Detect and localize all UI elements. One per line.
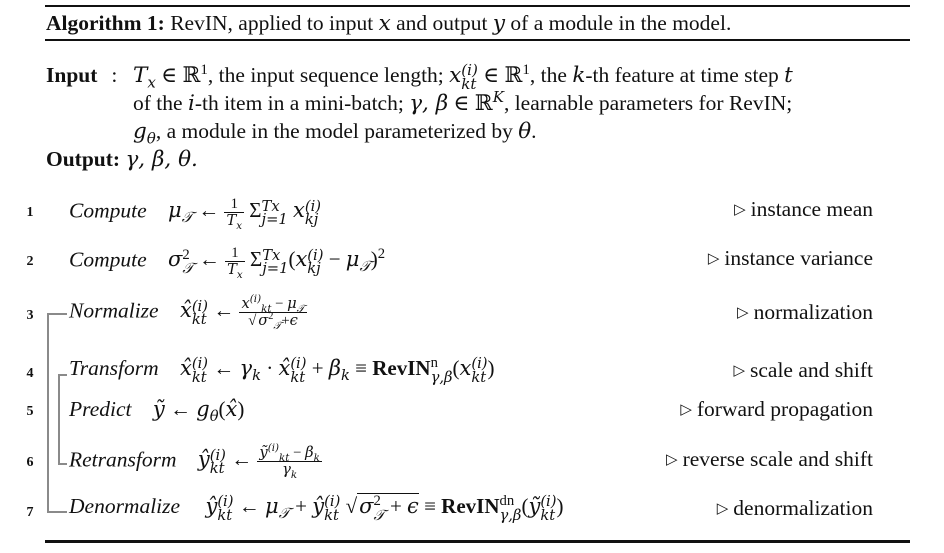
top-rule xyxy=(45,5,910,7)
line-number: 4 xyxy=(26,366,34,381)
input-label: Input xyxy=(46,63,98,87)
line-number: 5 xyxy=(26,404,34,419)
transform-retransform-bracket xyxy=(58,374,67,465)
output-row xyxy=(46,145,198,174)
comment-forward-propagation: ▷ forward propagation xyxy=(680,397,873,421)
input-line-2: of the i-th item in a mini-batch; γ, β ∈ ℝ$^K$, learnable parameters for RevIN; xyxy=(133,87,793,116)
title-rule xyxy=(45,39,910,41)
input-line-1: $T_x$ ∈ ℝ$^1$, the input sequence length; x (i) kt ∈ ℝ$^1$, the k-th feature at time step t xyxy=(133,61,793,93)
input-label-row: Input : xyxy=(46,63,118,87)
algorithm-label: Algorithm 1: xyxy=(46,11,165,35)
comment-reverse-scale-and-shift: ▷ reverse scale and shift xyxy=(666,447,873,471)
line-number: 6 xyxy=(26,455,34,470)
algorithm-title xyxy=(46,10,731,37)
step-compute-mean: Compute $\mu_𝒯$ ← $\frac{1}{T_x}$ Σ Tx j=1 x (i) kj xyxy=(69,196,322,233)
line-number: 7 xyxy=(26,505,34,520)
comment-instance-variance: ▷ instance variance xyxy=(707,246,873,270)
step-denormalize: Denormalize ŷ (i) kt ← $\mu_𝒯$ + ŷ (i) kt √σ 2 𝒯 + ϵ ≡ RevIN dn γ,β (ỹ (i) kt ) xyxy=(69,493,564,524)
comment-normalization: ▷ normalization xyxy=(737,300,873,324)
step-transform: Transform x̂ (i) kt ← $\gamma_k$ · x̂ (i) kt + $\beta_k$ ≡ RevIN n γ,β (x (i) kt ) xyxy=(69,355,495,386)
comment-scale-and-shift: ▷ scale and shift xyxy=(733,358,873,382)
comment-denormalization: ▷ denormalization xyxy=(716,496,873,520)
line-number: 1 xyxy=(26,205,34,220)
step-predict: Predict ỹ ← $g_\theta(x̂)$ xyxy=(69,397,245,426)
input-line-3: $g_\theta$, a module in the model parameterized by θ. xyxy=(133,119,537,148)
line-number: 2 xyxy=(26,254,34,269)
step-normalize: Normalize x̂ (i) kt ← $\frac{x^{(i)}_{kt} - \mu_𝒯}{√ \sigma^2_𝒯+\epsilon}$ xyxy=(69,293,305,333)
comment-instance-mean: ▷ instance mean xyxy=(734,197,873,221)
algorithm-caption: RevIN, applied to input x and output y of a module in the model. xyxy=(170,11,732,36)
line-number: 3 xyxy=(26,308,34,323)
output-label: Output: xyxy=(46,147,121,171)
step-retransform: Retransform ŷ (i) kt ← $\frac{ỹ^{(i)}_{kt} - \beta_k}{\gamma_k}$ xyxy=(69,442,320,482)
output-value: γ, β, θ. xyxy=(125,147,198,172)
bottom-rule xyxy=(45,540,910,543)
step-compute-variance: Compute σ 2 𝒯 ← $\frac{1}{T_x}$ Σ Tx j=1 (x (i) kj − $\mu_𝒯)^2$ xyxy=(69,245,386,282)
